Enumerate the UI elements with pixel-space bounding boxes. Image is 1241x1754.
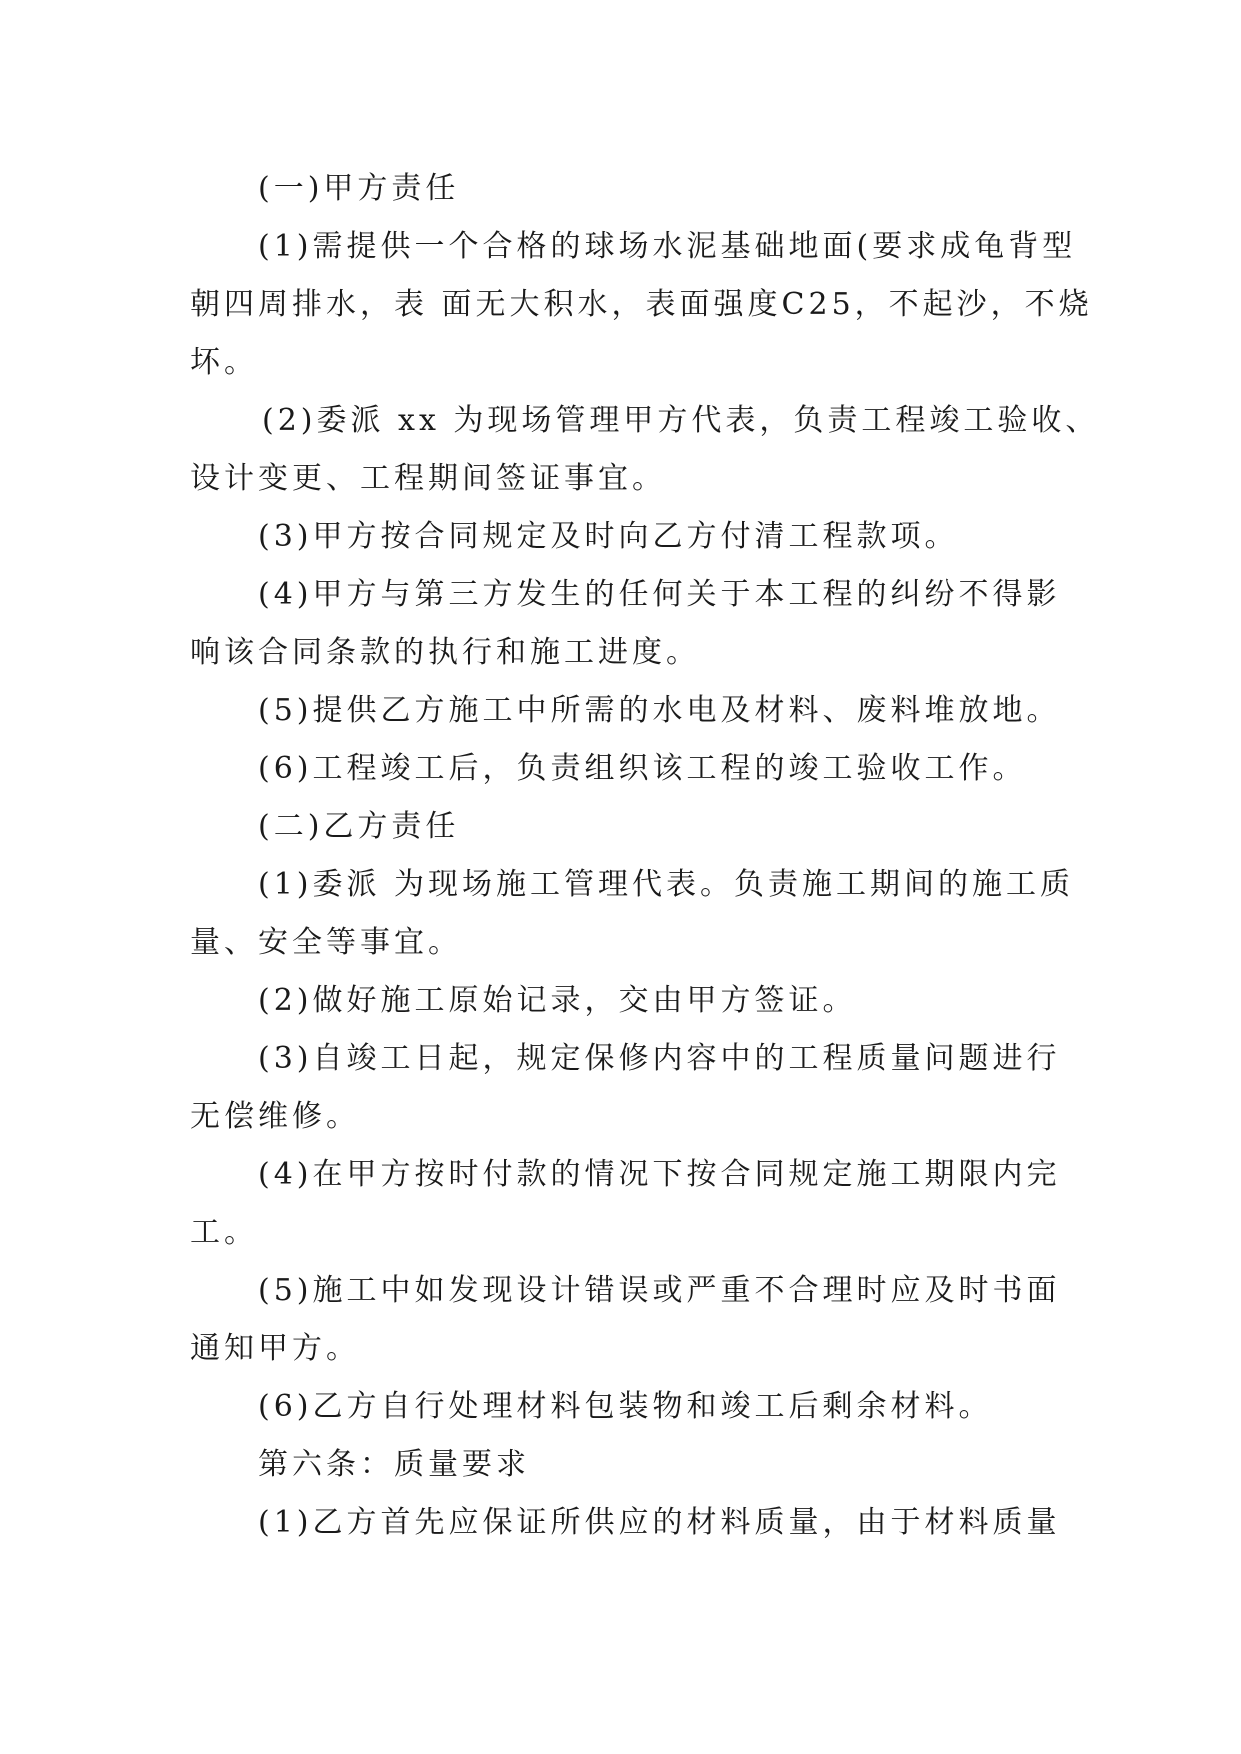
text-line: 通知甲方。 [190, 1331, 360, 1366]
text-line: 第六条：质量要求 [258, 1447, 530, 1482]
text-line: (2)做好施工原始记录，交由甲方签证。 [258, 983, 857, 1018]
text-line: (2)委派 xx 为现场管理甲方代表，负责工程竣工验收、 [262, 403, 1100, 438]
document-body [190, 160, 1100, 1552]
text-line: (一)甲方责任 [258, 171, 460, 206]
text-line: (5)施工中如发现设计错误或严重不合理时应及时书面 [258, 1273, 1061, 1308]
text-line: (1)委派 为现场施工管理代表。负责施工期间的施工质 [258, 867, 1075, 902]
text-line: (4)在甲方按时付款的情况下按合同规定施工期限内完 [258, 1157, 1061, 1192]
text-line: (6)工程竣工后，负责组织该工程的竣工验收工作。 [258, 751, 1027, 786]
text-line: 工。 [190, 1215, 258, 1250]
text-line: (二)乙方责任 [258, 809, 460, 844]
text-line: (6)乙方自行处理材料包装物和竣工后剩余材料。 [258, 1389, 993, 1424]
text-line: 设计变更、工程期间签证事宜。 [190, 461, 666, 496]
text-line: (1)乙方首先应保证所供应的材料质量，由于材料质量 [258, 1505, 1061, 1540]
text-line: (3)自竣工日起，规定保修内容中的工程质量问题进行 [258, 1041, 1061, 1076]
text-line: (1)需提供一个合格的球场水泥基础地面(要求成龟背型 [258, 229, 1077, 264]
text-line: 坏。 [190, 345, 258, 380]
text-line: 量、安全等事宜。 [190, 925, 462, 960]
text-line: 无偿维修。 [190, 1099, 360, 1134]
text-line: 响该合同条款的执行和施工进度。 [190, 635, 700, 670]
text-line: (4)甲方与第三方发生的任何关于本工程的纠纷不得影 [258, 577, 1061, 612]
text-line: (5)提供乙方施工中所需的水电及材料、废料堆放地。 [258, 693, 1061, 728]
text-line: 朝四周排水，表 面无大积水，表面强度C25，不起沙，不烧 [190, 287, 1093, 322]
text-line: (3)甲方按合同规定及时向乙方付清工程款项。 [258, 519, 959, 554]
